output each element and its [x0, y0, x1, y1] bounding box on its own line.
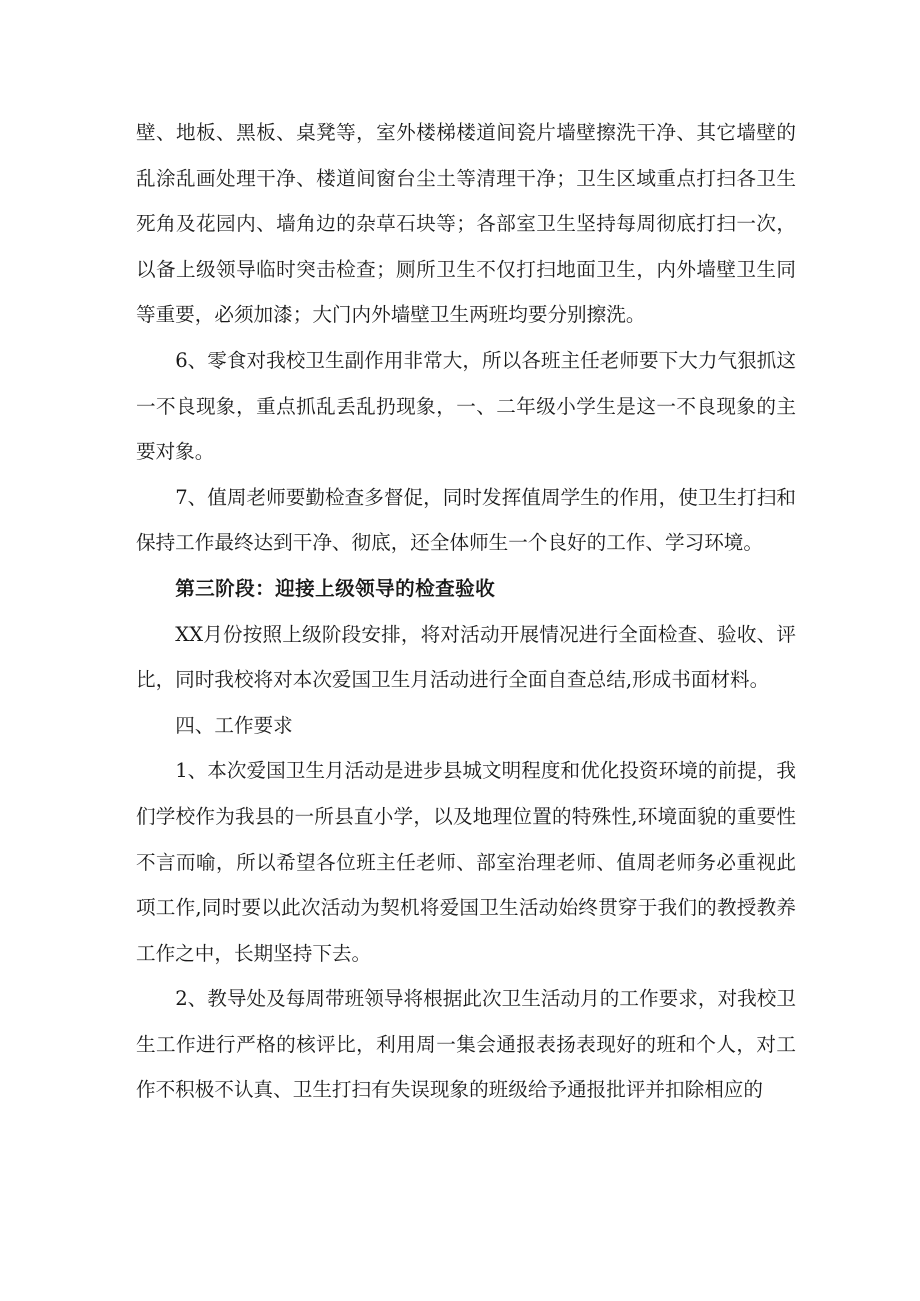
paragraph-item-6: 6、零食对我校卫生副作用非常大，所以各班主任老师要下大力气狠抓这一不良现象，重点抓乱丢乱扔现象，一、二年级小学生是这一不良现象的主要对象。: [136, 348, 796, 464]
paragraph-item-7: 7、值周老师要勤检查多督促，同时发挥值周学生的作用，使卫生打扫和保持工作最终达到干净、彻底，还全体师生一个良好的工作、学习环境。: [136, 485, 796, 555]
heading-stage-3: 第三阶段：迎接上级领导的检查验收: [175, 576, 496, 600]
paragraph-cleaning-scope: 壁、地板、黑板、桌凳等，室外楼梯楼道间瓷片墙壁擦洗干净、其它墙壁的乱涂乱画处理干净、楼道间窗台尘土等清理干净；卫生区域重点打扫各卫生死角及花园内、墙角边的杂草石块等；各部室卫生坚持每周彻底打扫一次，以备上级领导临时突击检查；厕所卫生不仅打扫地面卫生，内外墙壁卫生同等重要，必须加漆；大门内外墙壁卫生两班均要分别擦洗。: [136, 121, 796, 327]
paragraph-requirement-1: 1、本次爱国卫生月活动是进步县城文明程度和优化投资环境的前提，我们学校作为我县的一所县直小学，以及地理位置的特殊性,环境面貌的重要性不言而喻，所以希望各位班主任老师、部室治理老师、值周老师务必重视此项工作,同时要以此次活动为契机将爱国卫生活动始终贯穿于我们的教授教养工作之中，长期坚持下去。: [136, 759, 796, 965]
heading-section-4: 四、工作要求: [175, 713, 293, 737]
paragraph-requirement-2: 2、教导处及每周带班领导将根据此次卫生活动月的工作要求，对我校卫生工作进行严格的核评比，利用周一集会通报表扬表现好的班和个人，对工作不积极不认真、卫生打扫有失误现象的班级给予通报批评并扣除相应的: [136, 987, 796, 1102]
document-body: [136, 110, 796, 1113]
paragraph-stage-3: XX月份按照上级阶段安排，将对活动开展情况进行全面检查、验收、评比，同时我校将对本次爱国卫生月活动进行全面自查总结,形成书面材料。: [136, 622, 796, 692]
